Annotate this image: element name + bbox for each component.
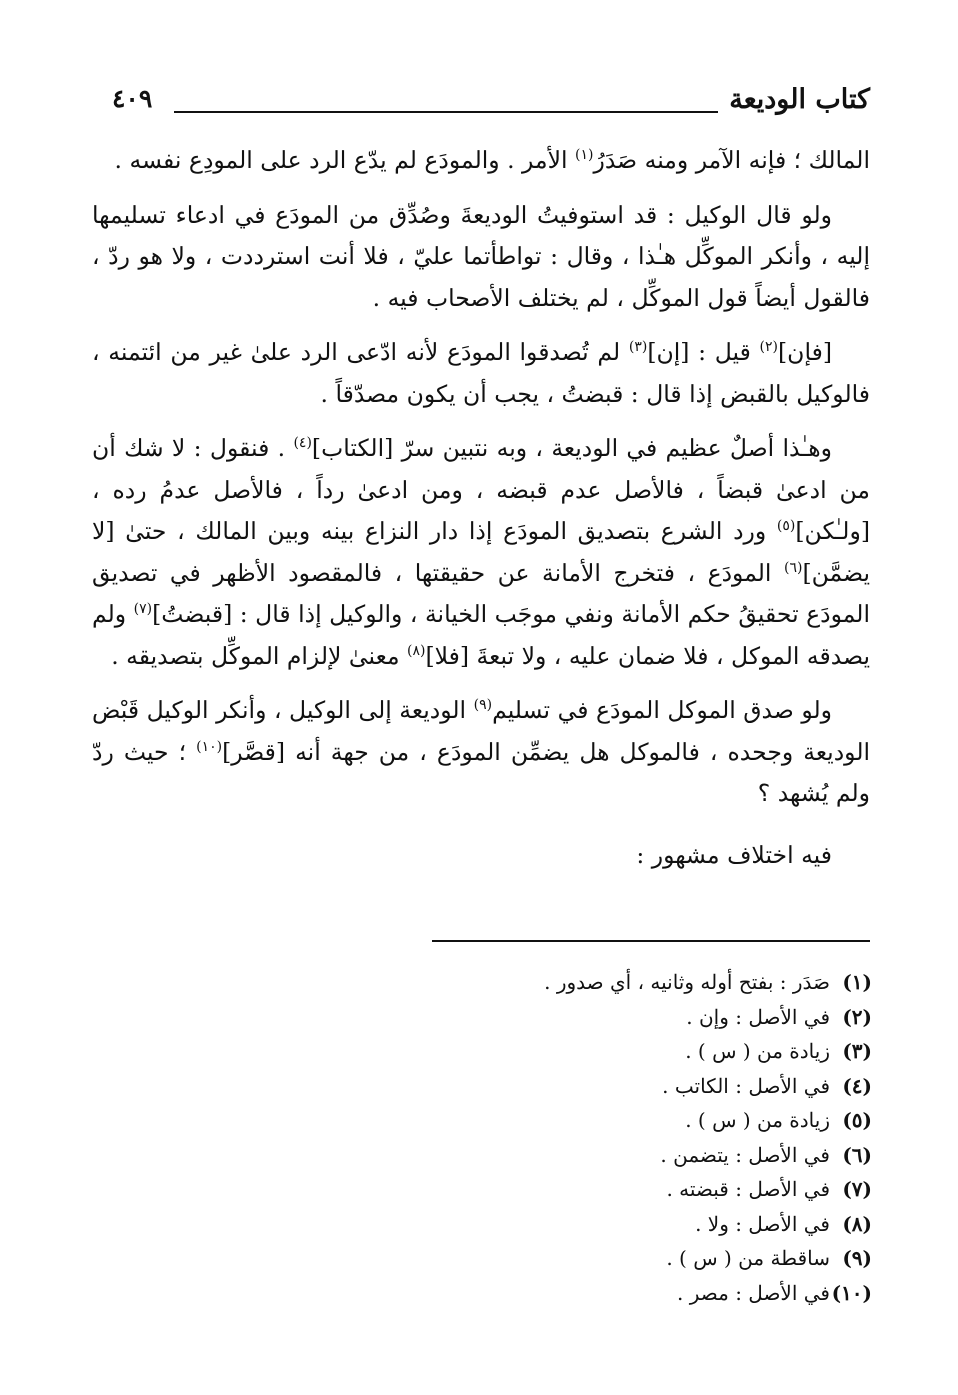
footnote-ref: (٣)	[628, 339, 648, 356]
footnote: (٩)ساقطة من ( س ) .	[666, 1246, 872, 1270]
footnote-ref: (١٠)	[196, 738, 223, 755]
footnote: (٧)في الأصل : قبضته .	[666, 1177, 872, 1201]
footnote-ref: (٩)	[473, 697, 493, 714]
footnote-ref: (٥)	[776, 518, 796, 535]
footnote: (٣)زيادة من ( س ) .	[685, 1039, 872, 1063]
page-number: ٤٠٩	[112, 84, 153, 113]
footnote: (٢)في الأصل : وإن .	[686, 1004, 872, 1029]
footnote: (٦)في الأصل : يتضمن .	[660, 1142, 872, 1167]
footnote-ref: (١)	[575, 147, 594, 164]
footnote: (٥)زيادة من ( س ) .	[685, 1108, 872, 1132]
paragraph: وهـٰذا أصلٌ عظيم في الوديعة ، وبه نتبين سرّ [الكتاب]$^{(٤)}$ . فنقول : لا شك أن من ادعىٰ قبضاً ، فالأصل عدم قبضه ، ومن ادعىٰ رداً ، فالأصل عدمُ رده ، [ولـٰكن]$^{(٥)}$ ورد الشرع بتصديق المودَع إذا دار النزاع بينه وبين المالك ، حتىٰ [لا يضمَّن]$^{(٦)}$ المودَع ، فتخرج الأمانة عن حقيقتها ، فالمقصود الأظهر في تصديق المودَع تحقيقُ حكم الأمانة ونفي موجَب الخيانة ، والوكيل إذا قال : [قبضتُ]$^{(٧)}$ ولم يصدقه الموكل ، فلا ضمان عليه ، ولا تبعةَ [فلا]$^{(٨)}$ معنىٰ لإلزام الموكِّل بتصديقه .	[92, 434, 870, 670]
paragraph: فيه اختلاف مشهور :	[636, 840, 832, 869]
footnote-ref: (٧)	[133, 601, 153, 618]
footnotes	[352, 965, 872, 1310]
footnote-ref: (٨)	[407, 642, 426, 659]
paragraph: ولو قال الوكيل : قد استوفيتُ الوديعةَ وصُدِّق من المودَع في ادعاء تسليمها إليه ، وأنكر الموكِّل هـٰذا ، وقال : تواطأتما عليّ ، فلا أنت استرددت ، ولا هو ردّ ، فالقول أيضاً قول الموكِّل ، لم يختلف الأصحاب فيه .	[92, 200, 870, 312]
chapter-title: كتاب الوديعة	[729, 84, 870, 115]
paragraph: [فإن]$^{(٢)}$ قيل : [إن]$^{(٣)}$ لم تُصدقوا المودَع لأنه ادّعى الرد علىٰ غير من ائتمنه ، فالوكيل بالقبض إذا قال : قبضتُ ، يجب أن يكون مصدّقاً .	[92, 338, 870, 408]
paragraph: ولو صدق الموكل المودَع في تسليم$^{(٩)}$ الوديعة إلى الوكيل ، وأنكر الوكيل قَبْض الوديعة وجحده ، فالموكل هل يضمِّن المودَع ، من جهة أنه [قصَّر]$^{(١٠)}$ ؛ حيث ردّ ولم يُشهد ؟	[92, 696, 871, 807]
footnote: (١٠)في الأصل : مصر .	[677, 1280, 872, 1305]
footnote-separator	[432, 940, 870, 942]
header-rule	[174, 111, 718, 113]
footnote-ref: (٢)	[759, 339, 779, 356]
footnote: (١)صَدَر : بفتح أوله وثانيه ، أي صدور .	[544, 970, 872, 994]
footnote: (٤)في الأصل : الكاتب .	[662, 1073, 872, 1098]
footnote-ref: (٦)	[783, 559, 803, 576]
footnote: (٨)في الأصل : ولا .	[695, 1211, 872, 1236]
footnote-ref: (٤)	[293, 435, 312, 452]
running-header	[112, 84, 870, 124]
paragraph: المالك ؛ فإنه الآمر ومنه صَدَرُ$^{(١)}$ الأمر . والمودَع لم يدّع الرد على المودِع نفسه .	[114, 146, 870, 174]
main-text	[92, 140, 870, 889]
